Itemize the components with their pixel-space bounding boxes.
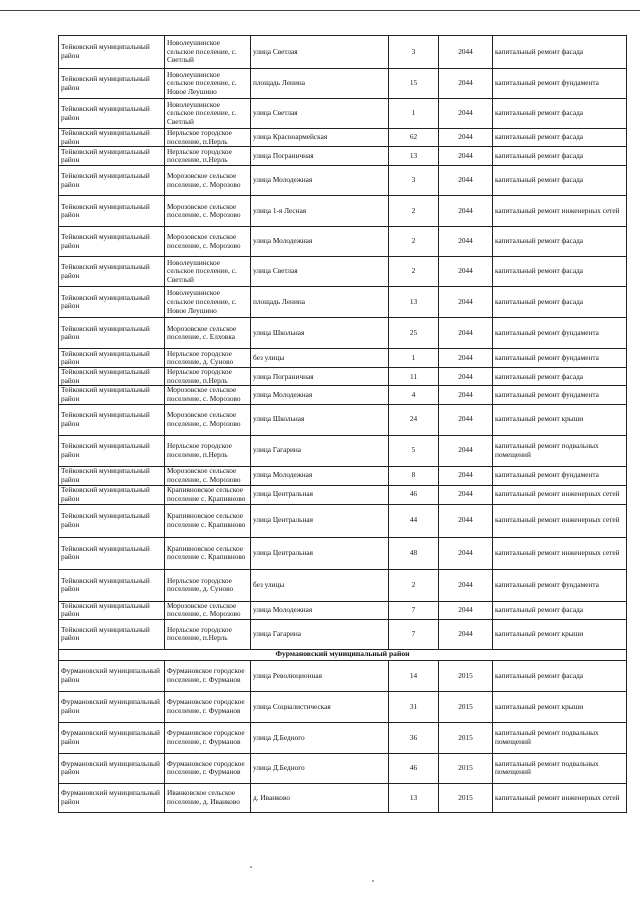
cell-work: капитальный ремонт фундамента: [493, 318, 627, 349]
cell-district: Фурмановский муниципальный район: [59, 783, 165, 812]
cell-year: 2044: [439, 147, 493, 166]
cell-street: площадь Ленина: [251, 69, 389, 99]
table-row: [59, 466, 627, 485]
cell-district: Тейковский муниципальный район: [59, 404, 165, 435]
cell-district: Тейковский муниципальный район: [59, 147, 165, 166]
cell-settlement: Морозовское сельское поселение, с. Морозово: [165, 227, 251, 257]
cell-district: Тейковский муниципальный район: [59, 435, 165, 466]
cell-year: 2044: [439, 386, 493, 404]
table-row: [59, 69, 627, 99]
cell-work: капитальный ремонт крыши: [493, 691, 627, 722]
cell-year: 2044: [439, 537, 493, 569]
cell-work: капитальный ремонт фасада: [493, 147, 627, 166]
cell-settlement: Нерльское городское поселение, п.Нерль: [165, 129, 251, 147]
cell-district: Тейковский муниципальный район: [59, 36, 165, 69]
cell-district: Тейковский муниципальный район: [59, 69, 165, 99]
cell-work: капитальный ремонт фундамента: [493, 569, 627, 601]
cell-district: Тейковский муниципальный район: [59, 227, 165, 257]
cell-settlement: Нерльское городское поселение, д. Суново: [165, 569, 251, 601]
cell-house: 62: [389, 129, 439, 147]
cell-district: Тейковский муниципальный район: [59, 368, 165, 386]
cell-settlement: Новолеушинское сельское поселение, с. Новое Леушино: [165, 69, 251, 99]
cell-year: 2044: [439, 601, 493, 619]
table-row: [59, 129, 627, 147]
cell-district: Тейковский муниципальный район: [59, 466, 165, 485]
cell-street: улица Школьная: [251, 318, 389, 349]
cell-house: 46: [389, 753, 439, 783]
cell-work: капитальный ремонт фасада: [493, 166, 627, 196]
cell-street: улица Социалистическая: [251, 691, 389, 722]
cell-house: 2: [389, 227, 439, 257]
cell-work: капитальный ремонт фасада: [493, 660, 627, 691]
cell-street: улица Центральная: [251, 504, 389, 537]
section-header-row: [59, 649, 627, 660]
cell-settlement: Морозовское сельское поселение, с. Морозово: [165, 404, 251, 435]
cell-settlement: Фурмановское городское поселение, г. Фурманов: [165, 691, 251, 722]
cell-street: улица Светлая: [251, 36, 389, 69]
cell-settlement: Морозовское сельское поселение, с. Морозово: [165, 386, 251, 404]
cell-house: 2: [389, 257, 439, 287]
cell-house: 7: [389, 619, 439, 649]
cell-street: улица Революционная: [251, 660, 389, 691]
table-row: [59, 386, 627, 404]
cell-settlement: Нерльское городское поселение, п.Нерль: [165, 619, 251, 649]
table-row: [59, 435, 627, 466]
table-row: [59, 783, 627, 812]
cell-year: 2044: [439, 404, 493, 435]
cell-street: улица Молодежная: [251, 166, 389, 196]
cell-house: 3: [389, 36, 439, 69]
cell-house: 15: [389, 69, 439, 99]
cell-year: 2044: [439, 504, 493, 537]
cell-house: 7: [389, 601, 439, 619]
cell-district: Тейковский муниципальный район: [59, 349, 165, 368]
cell-street: д. Иванково: [251, 783, 389, 812]
cell-work: капитальный ремонт инженерных сетей: [493, 196, 627, 227]
cell-settlement: Новолеушинское сельское поселение, с. Светлый: [165, 99, 251, 129]
cell-year: 2044: [439, 287, 493, 318]
cell-year: 2044: [439, 129, 493, 147]
cell-house: 31: [389, 691, 439, 722]
cell-district: Тейковский муниципальный район: [59, 129, 165, 147]
scan-speck: [250, 866, 252, 868]
cell-settlement: Новолеушинское сельское поселение, с. Светлый: [165, 257, 251, 287]
table-row: [59, 368, 627, 386]
cell-street: улица Школьная: [251, 404, 389, 435]
section-title: Фурмановский муниципальный район: [59, 649, 627, 660]
table-row: [59, 485, 627, 504]
cell-street: улица Светлая: [251, 99, 389, 129]
table-row: [59, 601, 627, 619]
cell-street: улица Гагарина: [251, 435, 389, 466]
cell-settlement: Морозовское сельское поселение, с. Елховка: [165, 318, 251, 349]
cell-work: капитальный ремонт подвальных помещений: [493, 753, 627, 783]
cell-settlement: Фурмановское городское поселение, г. Фурманов: [165, 753, 251, 783]
table-row: [59, 36, 627, 69]
table-row: [59, 691, 627, 722]
repair-schedule-table: [58, 35, 627, 813]
table-row: [59, 257, 627, 287]
cell-street: улица Пограничная: [251, 147, 389, 166]
cell-year: 2015: [439, 783, 493, 812]
cell-work: капитальный ремонт фундамента: [493, 349, 627, 368]
table-row: [59, 660, 627, 691]
cell-work: капитальный ремонт фундамента: [493, 386, 627, 404]
table-row: [59, 99, 627, 129]
cell-settlement: Нерльское городское поселение, п.Нерль: [165, 147, 251, 166]
cell-house: 13: [389, 147, 439, 166]
table-row: [59, 196, 627, 227]
cell-district: Тейковский муниципальный район: [59, 504, 165, 537]
cell-street: улица Молодежная: [251, 466, 389, 485]
cell-street: улица Молодежная: [251, 227, 389, 257]
table-row: [59, 504, 627, 537]
cell-street: без улицы: [251, 569, 389, 601]
cell-district: Тейковский муниципальный район: [59, 99, 165, 129]
cell-house: 36: [389, 722, 439, 753]
cell-work: капитальный ремонт инженерных сетей: [493, 485, 627, 504]
cell-year: 2015: [439, 660, 493, 691]
cell-year: 2044: [439, 349, 493, 368]
table-row: [59, 287, 627, 318]
cell-year: 2044: [439, 36, 493, 69]
cell-work: капитальный ремонт фасада: [493, 257, 627, 287]
cell-year: 2044: [439, 196, 493, 227]
cell-street: улица Пограничная: [251, 368, 389, 386]
cell-house: 1: [389, 99, 439, 129]
cell-house: 5: [389, 435, 439, 466]
cell-work: капитальный ремонт крыши: [493, 404, 627, 435]
cell-street: улица Молодежная: [251, 386, 389, 404]
cell-street: улица Центральная: [251, 537, 389, 569]
cell-street: улица 1-я Лесная: [251, 196, 389, 227]
table-row: [59, 569, 627, 601]
cell-work: капитальный ремонт инженерных сетей: [493, 537, 627, 569]
cell-work: капитальный ремонт подвальных помещений: [493, 435, 627, 466]
cell-work: капитальный ремонт инженерных сетей: [493, 504, 627, 537]
cell-house: 48: [389, 537, 439, 569]
cell-year: 2044: [439, 569, 493, 601]
table-row: [59, 537, 627, 569]
cell-year: 2044: [439, 435, 493, 466]
cell-year: 2044: [439, 257, 493, 287]
cell-settlement: Морозовское сельское поселение, с. Морозово: [165, 601, 251, 619]
cell-district: Тейковский муниципальный район: [59, 318, 165, 349]
cell-settlement: Фурмановское городское поселение, г. Фурманов: [165, 660, 251, 691]
cell-house: 14: [389, 660, 439, 691]
cell-house: 8: [389, 466, 439, 485]
table-row: [59, 619, 627, 649]
cell-district: Тейковский муниципальный район: [59, 619, 165, 649]
cell-district: Тейковский муниципальный район: [59, 166, 165, 196]
cell-work: капитальный ремонт фасада: [493, 99, 627, 129]
cell-year: 2044: [439, 69, 493, 99]
cell-year: 2044: [439, 99, 493, 129]
cell-settlement: Крапивновское сельское поселение с. Крапивново: [165, 537, 251, 569]
cell-settlement: Нерльское городское поселение, д. Суново: [165, 349, 251, 368]
table-row: [59, 147, 627, 166]
cell-district: Тейковский муниципальный район: [59, 569, 165, 601]
cell-settlement: Крапивновское сельское поселение с. Крапивново: [165, 485, 251, 504]
cell-settlement: Новолеушинское сельское поселение, с. Новое Леушино: [165, 287, 251, 318]
cell-house: 13: [389, 783, 439, 812]
cell-year: 2044: [439, 485, 493, 504]
cell-house: 25: [389, 318, 439, 349]
cell-work: капитальный ремонт фасада: [493, 601, 627, 619]
table-row: [59, 318, 627, 349]
cell-district: Фурмановский муниципальный район: [59, 753, 165, 783]
cell-house: 2: [389, 569, 439, 601]
table-row: [59, 753, 627, 783]
cell-house: 46: [389, 485, 439, 504]
cell-settlement: Крапивновское сельское поселение с. Крапивново: [165, 504, 251, 537]
cell-work: капитальный ремонт фундамента: [493, 466, 627, 485]
cell-work: капитальный ремонт фасада: [493, 368, 627, 386]
cell-street: улица Д.Бедного: [251, 722, 389, 753]
cell-settlement: Новолеушинское сельское поселение, с. Светлый: [165, 36, 251, 69]
cell-year: 2044: [439, 227, 493, 257]
cell-year: 2044: [439, 619, 493, 649]
cell-settlement: Морозовское сельское поселение, с. Морозово: [165, 166, 251, 196]
cell-settlement: Фурмановское городское поселение, г. Фурманов: [165, 722, 251, 753]
cell-year: 2044: [439, 466, 493, 485]
cell-district: Тейковский муниципальный район: [59, 287, 165, 318]
cell-work: капитальный ремонт фундамента: [493, 69, 627, 99]
cell-house: 4: [389, 386, 439, 404]
cell-settlement: Нерльское городское поселение, п.Нерль: [165, 368, 251, 386]
cell-work: капитальный ремонт фасада: [493, 287, 627, 318]
cell-settlement: Морозовское сельское поселение, с. Морозово: [165, 466, 251, 485]
cell-street: без улицы: [251, 349, 389, 368]
cell-house: 24: [389, 404, 439, 435]
table-row: [59, 722, 627, 753]
cell-work: капитальный ремонт фасада: [493, 36, 627, 69]
cell-house: 3: [389, 166, 439, 196]
scan-speck: [372, 880, 374, 882]
cell-district: Тейковский муниципальный район: [59, 386, 165, 404]
cell-house: 13: [389, 287, 439, 318]
cell-street: улица Молодежная: [251, 601, 389, 619]
cell-year: 2044: [439, 368, 493, 386]
cell-district: Фурмановский муниципальный район: [59, 691, 165, 722]
cell-house: 1: [389, 349, 439, 368]
page-top-rule: [0, 10, 640, 11]
cell-year: 2015: [439, 753, 493, 783]
cell-district: Фурмановский муниципальный район: [59, 722, 165, 753]
cell-settlement: Морозовское сельское поселение, с. Морозово: [165, 196, 251, 227]
table-row: [59, 404, 627, 435]
cell-district: Тейковский муниципальный район: [59, 485, 165, 504]
cell-year: 2015: [439, 722, 493, 753]
cell-settlement: Нерльское городское поселение, п.Нерль: [165, 435, 251, 466]
cell-street: площадь Ленина: [251, 287, 389, 318]
cell-street: улица Гагарина: [251, 619, 389, 649]
cell-work: капитальный ремонт фасада: [493, 129, 627, 147]
table-row: [59, 227, 627, 257]
cell-year: 2044: [439, 318, 493, 349]
cell-district: Тейковский муниципальный район: [59, 257, 165, 287]
cell-house: 11: [389, 368, 439, 386]
cell-work: капитальный ремонт подвальных помещений: [493, 722, 627, 753]
cell-year: 2015: [439, 691, 493, 722]
cell-street: улица Красноармейская: [251, 129, 389, 147]
cell-work: капитальный ремонт фасада: [493, 227, 627, 257]
cell-district: Фурмановский муниципальный район: [59, 660, 165, 691]
cell-district: Тейковский муниципальный район: [59, 601, 165, 619]
cell-street: улица Д.Бедного: [251, 753, 389, 783]
cell-district: Тейковский муниципальный район: [59, 196, 165, 227]
cell-district: Тейковский муниципальный район: [59, 537, 165, 569]
cell-work: капитальный ремонт крыши: [493, 619, 627, 649]
table-row: [59, 166, 627, 196]
cell-street: улица Светлая: [251, 257, 389, 287]
cell-year: 2044: [439, 166, 493, 196]
cell-house: 44: [389, 504, 439, 537]
table-row: [59, 349, 627, 368]
cell-house: 2: [389, 196, 439, 227]
cell-work: капитальный ремонт инженерных сетей: [493, 783, 627, 812]
cell-settlement: Иванковское сельское поселение, д. Иванково: [165, 783, 251, 812]
cell-street: улица Центральная: [251, 485, 389, 504]
